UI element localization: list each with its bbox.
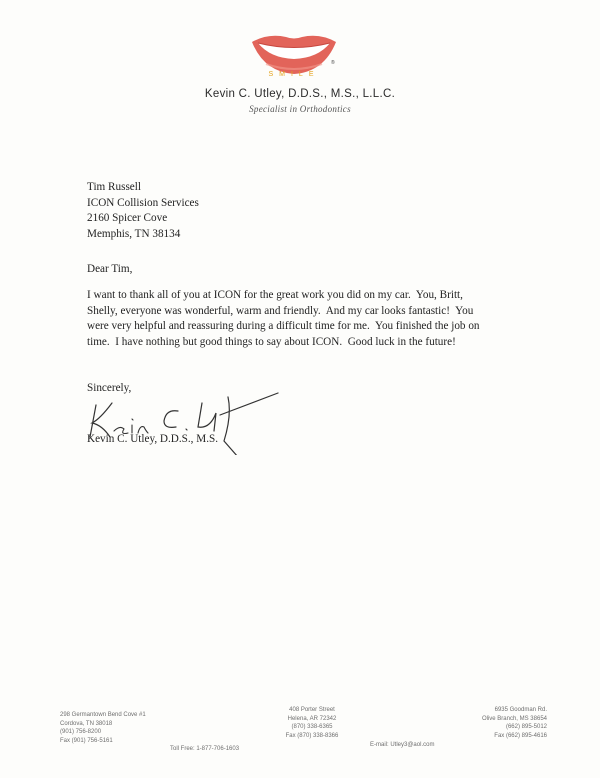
letter-body (87, 288, 527, 350)
footer-toll-free: Toll Free: 1-877-706-1603 (170, 746, 240, 752)
salutation: Dear Tim, (87, 263, 133, 275)
footer-line: (662) 895-5012 (505, 724, 547, 731)
footer-office-cordova (60, 711, 146, 745)
address-line: Memphis, TN 38134 (87, 227, 181, 240)
footer-line: 298 Germantown Bend Cove #1 (60, 712, 146, 718)
logo-wordmark: SMILE (268, 71, 320, 78)
footer-line: Helena, AR 72342 (287, 715, 337, 722)
footer-office-helena (272, 706, 352, 740)
footer-line: (870) 338-6365 (291, 724, 333, 731)
body-line: were very helpful and reassuring during a difficult time for me. You finished the job on (87, 320, 480, 332)
footer-line: Fax (901) 756-5161 (60, 737, 113, 744)
footer-line: Cordova, TN 38018 (60, 720, 113, 727)
letterhead-name: Kevin C. Utley, D.D.S., M.S., L.L.C. (204, 88, 396, 100)
body-line: Shelly, everyone was wonderful, warm and friendly. And my car looks fantastic! You (87, 304, 474, 317)
footer-line: 408 Porter Street (289, 707, 335, 713)
recipient-address (87, 180, 199, 242)
body-line: time. I have nothing but good things to say about ICON. Good luck in the future! (87, 335, 456, 348)
registered-mark: ® (331, 60, 335, 66)
footer-line: Olive Branch, MS 38654 (481, 715, 547, 722)
address-line: Tim Russell (87, 181, 141, 193)
closing: Sincerely, (87, 382, 132, 394)
footer-line: Fax (662) 895-4616 (494, 732, 547, 739)
address-line: ICON Collision Services (87, 196, 199, 209)
body-line: I want to thank all of you at ICON for the great work you did on my car. You, Britt, (87, 289, 463, 301)
letterhead-subtitle: Specialist in Orthodontics (249, 104, 351, 114)
footer-email: E-mail: Utley3@aol.com (370, 742, 435, 748)
signer-name: Kevin C. Utley, D.D.S., M.S. (87, 433, 219, 445)
footer-line: (901) 756-8200 (60, 729, 102, 736)
footer-line: 6935 Goodman Rd. (494, 707, 547, 713)
footer-line: Fax (870) 338-8366 (285, 732, 339, 739)
address-line: 2160 Spicer Cove (87, 212, 168, 224)
footer-office-olive-branch (452, 706, 547, 740)
